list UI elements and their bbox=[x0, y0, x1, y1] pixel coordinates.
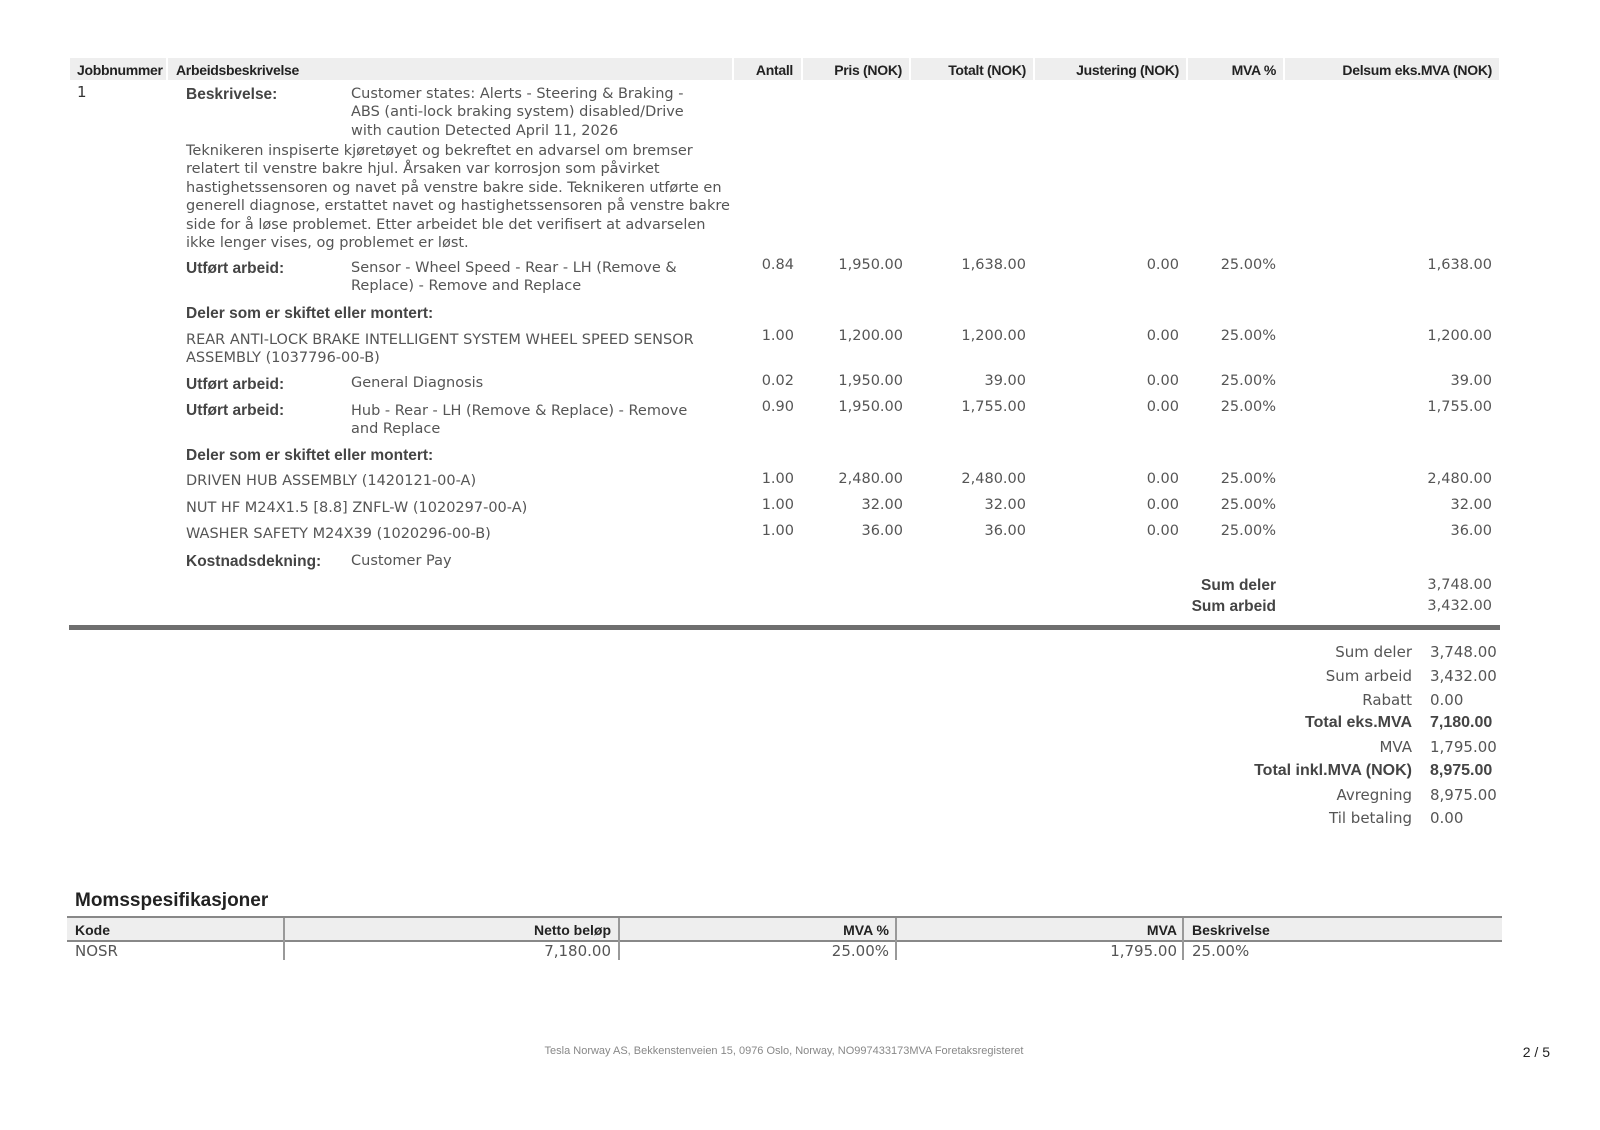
subtotal-cell: 2,480.00 bbox=[1427, 471, 1492, 487]
vat-header-vat: MVA bbox=[1146, 922, 1177, 938]
total-cell: 2,480.00 bbox=[961, 471, 1026, 487]
work-line: Replace) - Remove and Replace bbox=[351, 278, 582, 295]
work-label: Utført arbeid: bbox=[186, 376, 285, 393]
qty-cell: 1.00 bbox=[761, 471, 794, 487]
job-sum-labor-label: Sum arbeid bbox=[1191, 598, 1276, 615]
vat-row-code: NOSR bbox=[75, 942, 118, 960]
totals-value: 0.00 bbox=[1430, 809, 1464, 827]
adjustment-cell: 0.00 bbox=[1146, 373, 1179, 389]
qty-cell: 1.00 bbox=[761, 497, 794, 513]
adjustment-cell: 0.00 bbox=[1146, 328, 1179, 344]
subtotal-cell: 36.00 bbox=[1450, 523, 1492, 539]
work-description bbox=[351, 402, 687, 439]
totals-value: 8,975.00 bbox=[1430, 786, 1497, 804]
totals-value: 3,432.00 bbox=[1430, 667, 1497, 685]
vat-col-divider bbox=[283, 918, 285, 960]
table-header-vat bbox=[1188, 58, 1283, 80]
totals-label: Sum arbeid bbox=[1325, 667, 1412, 685]
part-description: DRIVEN HUB ASSEMBLY (1420121-00-A) bbox=[186, 473, 477, 489]
subtotal-cell: 1,200.00 bbox=[1427, 328, 1492, 344]
parts-label: Deler som er skiftet eller montert: bbox=[186, 305, 434, 322]
adjustment-cell: 0.00 bbox=[1146, 523, 1179, 539]
adjustment-cell: 0.00 bbox=[1146, 497, 1179, 513]
totals-label: Total eks.MVA bbox=[1305, 714, 1412, 731]
qty-cell: 1.00 bbox=[761, 523, 794, 539]
part-line: ASSEMBLY (1037796-00-B) bbox=[186, 350, 380, 367]
description-line: ABS (anti-lock braking system) disabled/Drive bbox=[351, 104, 684, 121]
technician-line: generell diagnose, erstattet navet og hastighetssensoren på venstre bakre bbox=[186, 198, 730, 215]
vat-spec-title: Momsspesifikasjoner bbox=[75, 890, 269, 911]
subtotal-cell: 1,638.00 bbox=[1427, 257, 1492, 273]
table-header-total bbox=[911, 58, 1033, 80]
adjustment-cell: 0.00 bbox=[1146, 399, 1179, 415]
part-description bbox=[186, 331, 694, 368]
description-text bbox=[351, 85, 684, 140]
table-header-subtotal bbox=[1285, 58, 1499, 80]
adjustment-cell: 0.00 bbox=[1146, 257, 1179, 273]
coverage-value: Customer Pay bbox=[351, 553, 452, 569]
job-sum-parts-value: 3,748.00 bbox=[1427, 577, 1492, 593]
vat-col-divider bbox=[618, 918, 620, 960]
qty-cell: 0.84 bbox=[761, 257, 794, 273]
qty-cell: 0.90 bbox=[761, 399, 794, 415]
total-cell: 32.00 bbox=[984, 497, 1026, 513]
job-sum-parts-label: Sum deler bbox=[1201, 577, 1276, 594]
description-line: Customer states: Alerts - Steering & Braking - bbox=[351, 86, 684, 102]
totals-label: Total inkl.MVA (NOK) bbox=[1254, 762, 1412, 779]
work-line: Hub - Rear - LH (Remove & Replace) - Remove bbox=[351, 403, 688, 419]
vat-cell: 25.00% bbox=[1220, 373, 1276, 389]
work-line: Sensor - Wheel Speed - Rear - LH (Remove & bbox=[351, 260, 677, 276]
totals-label: MVA bbox=[1379, 738, 1412, 756]
technician-line: Teknikeren inspiserte kjøretøyet og bekreftet en advarsel om bremser bbox=[186, 143, 693, 159]
vat-row-vat: 1,795.00 bbox=[1110, 942, 1177, 960]
technician-notes bbox=[186, 142, 730, 252]
technician-line: hastighetssensoren og navet på venstre bakre side. Teknikeren utførte en bbox=[186, 179, 722, 196]
totals-label: Rabatt bbox=[1362, 691, 1412, 709]
price-cell: 36.00 bbox=[861, 523, 903, 539]
description-label: Beskrivelse: bbox=[186, 86, 278, 103]
vat-cell: 25.00% bbox=[1220, 471, 1276, 487]
col-header-price: Pris (NOK) bbox=[834, 62, 902, 78]
table-header-qty bbox=[734, 58, 801, 80]
adjustment-cell: 0.00 bbox=[1146, 471, 1179, 487]
vat-col-divider bbox=[895, 918, 897, 960]
vat-header-net: Netto beløp bbox=[534, 922, 611, 938]
parts-label: Deler som er skiftet eller montert: bbox=[186, 447, 434, 464]
qty-cell: 0.02 bbox=[761, 373, 794, 389]
totals-label: Sum deler bbox=[1335, 643, 1412, 661]
col-header-description: Arbeidsbeskrivelse bbox=[176, 62, 300, 78]
part-description: NUT HF M24X1.5 [8.8] ZNFL-W (1020297-00-A) bbox=[186, 500, 528, 516]
col-header-subtotal: Delsum eks.MVA (NOK) bbox=[1342, 62, 1492, 78]
work-description: General Diagnosis bbox=[351, 375, 484, 391]
part-description: WASHER SAFETY M24X39 (1020296-00-B) bbox=[186, 526, 491, 542]
vat-row-net: 7,180.00 bbox=[544, 942, 611, 960]
col-header-adjustment: Justering (NOK) bbox=[1076, 62, 1179, 78]
qty-cell: 1.00 bbox=[761, 328, 794, 344]
vat-header-code: Kode bbox=[75, 922, 110, 938]
table-header-job bbox=[70, 58, 166, 80]
footer-company: Tesla Norway AS, Bekkenstenveien 15, 0976 Oslo, Norway, NO997433173MVA Foretaksregisteret bbox=[544, 1045, 1024, 1057]
price-cell: 2,480.00 bbox=[838, 471, 903, 487]
col-header-job: Jobbnummer bbox=[77, 62, 163, 78]
job-number: 1 bbox=[77, 83, 87, 101]
price-cell: 1,950.00 bbox=[838, 399, 903, 415]
col-header-vat: MVA % bbox=[1231, 62, 1276, 78]
subtotal-cell: 32.00 bbox=[1450, 497, 1492, 513]
price-cell: 1,950.00 bbox=[838, 373, 903, 389]
totals-value: 3,748.00 bbox=[1430, 643, 1497, 661]
vat-col-divider bbox=[1182, 918, 1184, 960]
vat-cell: 25.00% bbox=[1220, 399, 1276, 415]
total-cell: 36.00 bbox=[984, 523, 1026, 539]
table-header-desc bbox=[168, 58, 732, 80]
subtotal-cell: 39.00 bbox=[1450, 373, 1492, 389]
total-cell: 1,755.00 bbox=[961, 399, 1026, 415]
description-line: with caution Detected April 11, 2026 bbox=[351, 122, 619, 139]
totals-label: Til betaling bbox=[1329, 809, 1412, 827]
price-cell: 1,950.00 bbox=[838, 257, 903, 273]
table-header-price bbox=[803, 58, 909, 80]
price-cell: 1,200.00 bbox=[838, 328, 903, 344]
total-cell: 1,200.00 bbox=[961, 328, 1026, 344]
price-cell: 32.00 bbox=[861, 497, 903, 513]
totals-value: 0.00 bbox=[1430, 691, 1464, 709]
work-line: and Replace bbox=[351, 421, 441, 438]
page-number: 2 / 5 bbox=[1522, 1044, 1550, 1060]
totals-value: 8,975.00 bbox=[1430, 762, 1493, 779]
job-sum-labor-value: 3,432.00 bbox=[1427, 598, 1492, 614]
vat-header-pct: MVA % bbox=[843, 922, 889, 938]
col-header-total: Totalt (NOK) bbox=[948, 62, 1026, 78]
vat-row-desc: 25.00% bbox=[1192, 942, 1250, 960]
part-line: REAR ANTI-LOCK BRAKE INTELLIGENT SYSTEM WHEEL SPEED SENSOR bbox=[186, 332, 694, 348]
vat-row-pct: 25.00% bbox=[831, 942, 889, 960]
technician-line: relatert til venstre bakre hjul. Årsaken var korrosjon som påvirket bbox=[186, 161, 660, 178]
totals-value: 1,795.00 bbox=[1430, 738, 1497, 756]
total-cell: 39.00 bbox=[984, 373, 1026, 389]
vat-cell: 25.00% bbox=[1220, 257, 1276, 273]
table-header-adj bbox=[1035, 58, 1186, 80]
col-header-qty: Antall bbox=[755, 62, 793, 78]
totals-value: 7,180.00 bbox=[1430, 714, 1493, 731]
technician-line: side for å løse problemet. Etter arbeidet ble det verifisert at advarselen bbox=[186, 216, 706, 233]
work-description bbox=[351, 259, 677, 296]
total-cell: 1,638.00 bbox=[961, 257, 1026, 273]
vat-cell: 25.00% bbox=[1220, 523, 1276, 539]
section-divider bbox=[69, 625, 1500, 630]
technician-line: ikke lenger vises, og problemet er løst. bbox=[186, 235, 469, 252]
vat-header-desc: Beskrivelse bbox=[1192, 922, 1270, 938]
vat-cell: 25.00% bbox=[1220, 497, 1276, 513]
totals-label: Avregning bbox=[1336, 786, 1412, 804]
coverage-label: Kostnadsdekning: bbox=[186, 553, 322, 570]
work-label: Utført arbeid: bbox=[186, 402, 285, 419]
vat-cell: 25.00% bbox=[1220, 328, 1276, 344]
work-label: Utført arbeid: bbox=[186, 260, 285, 277]
subtotal-cell: 1,755.00 bbox=[1427, 399, 1492, 415]
